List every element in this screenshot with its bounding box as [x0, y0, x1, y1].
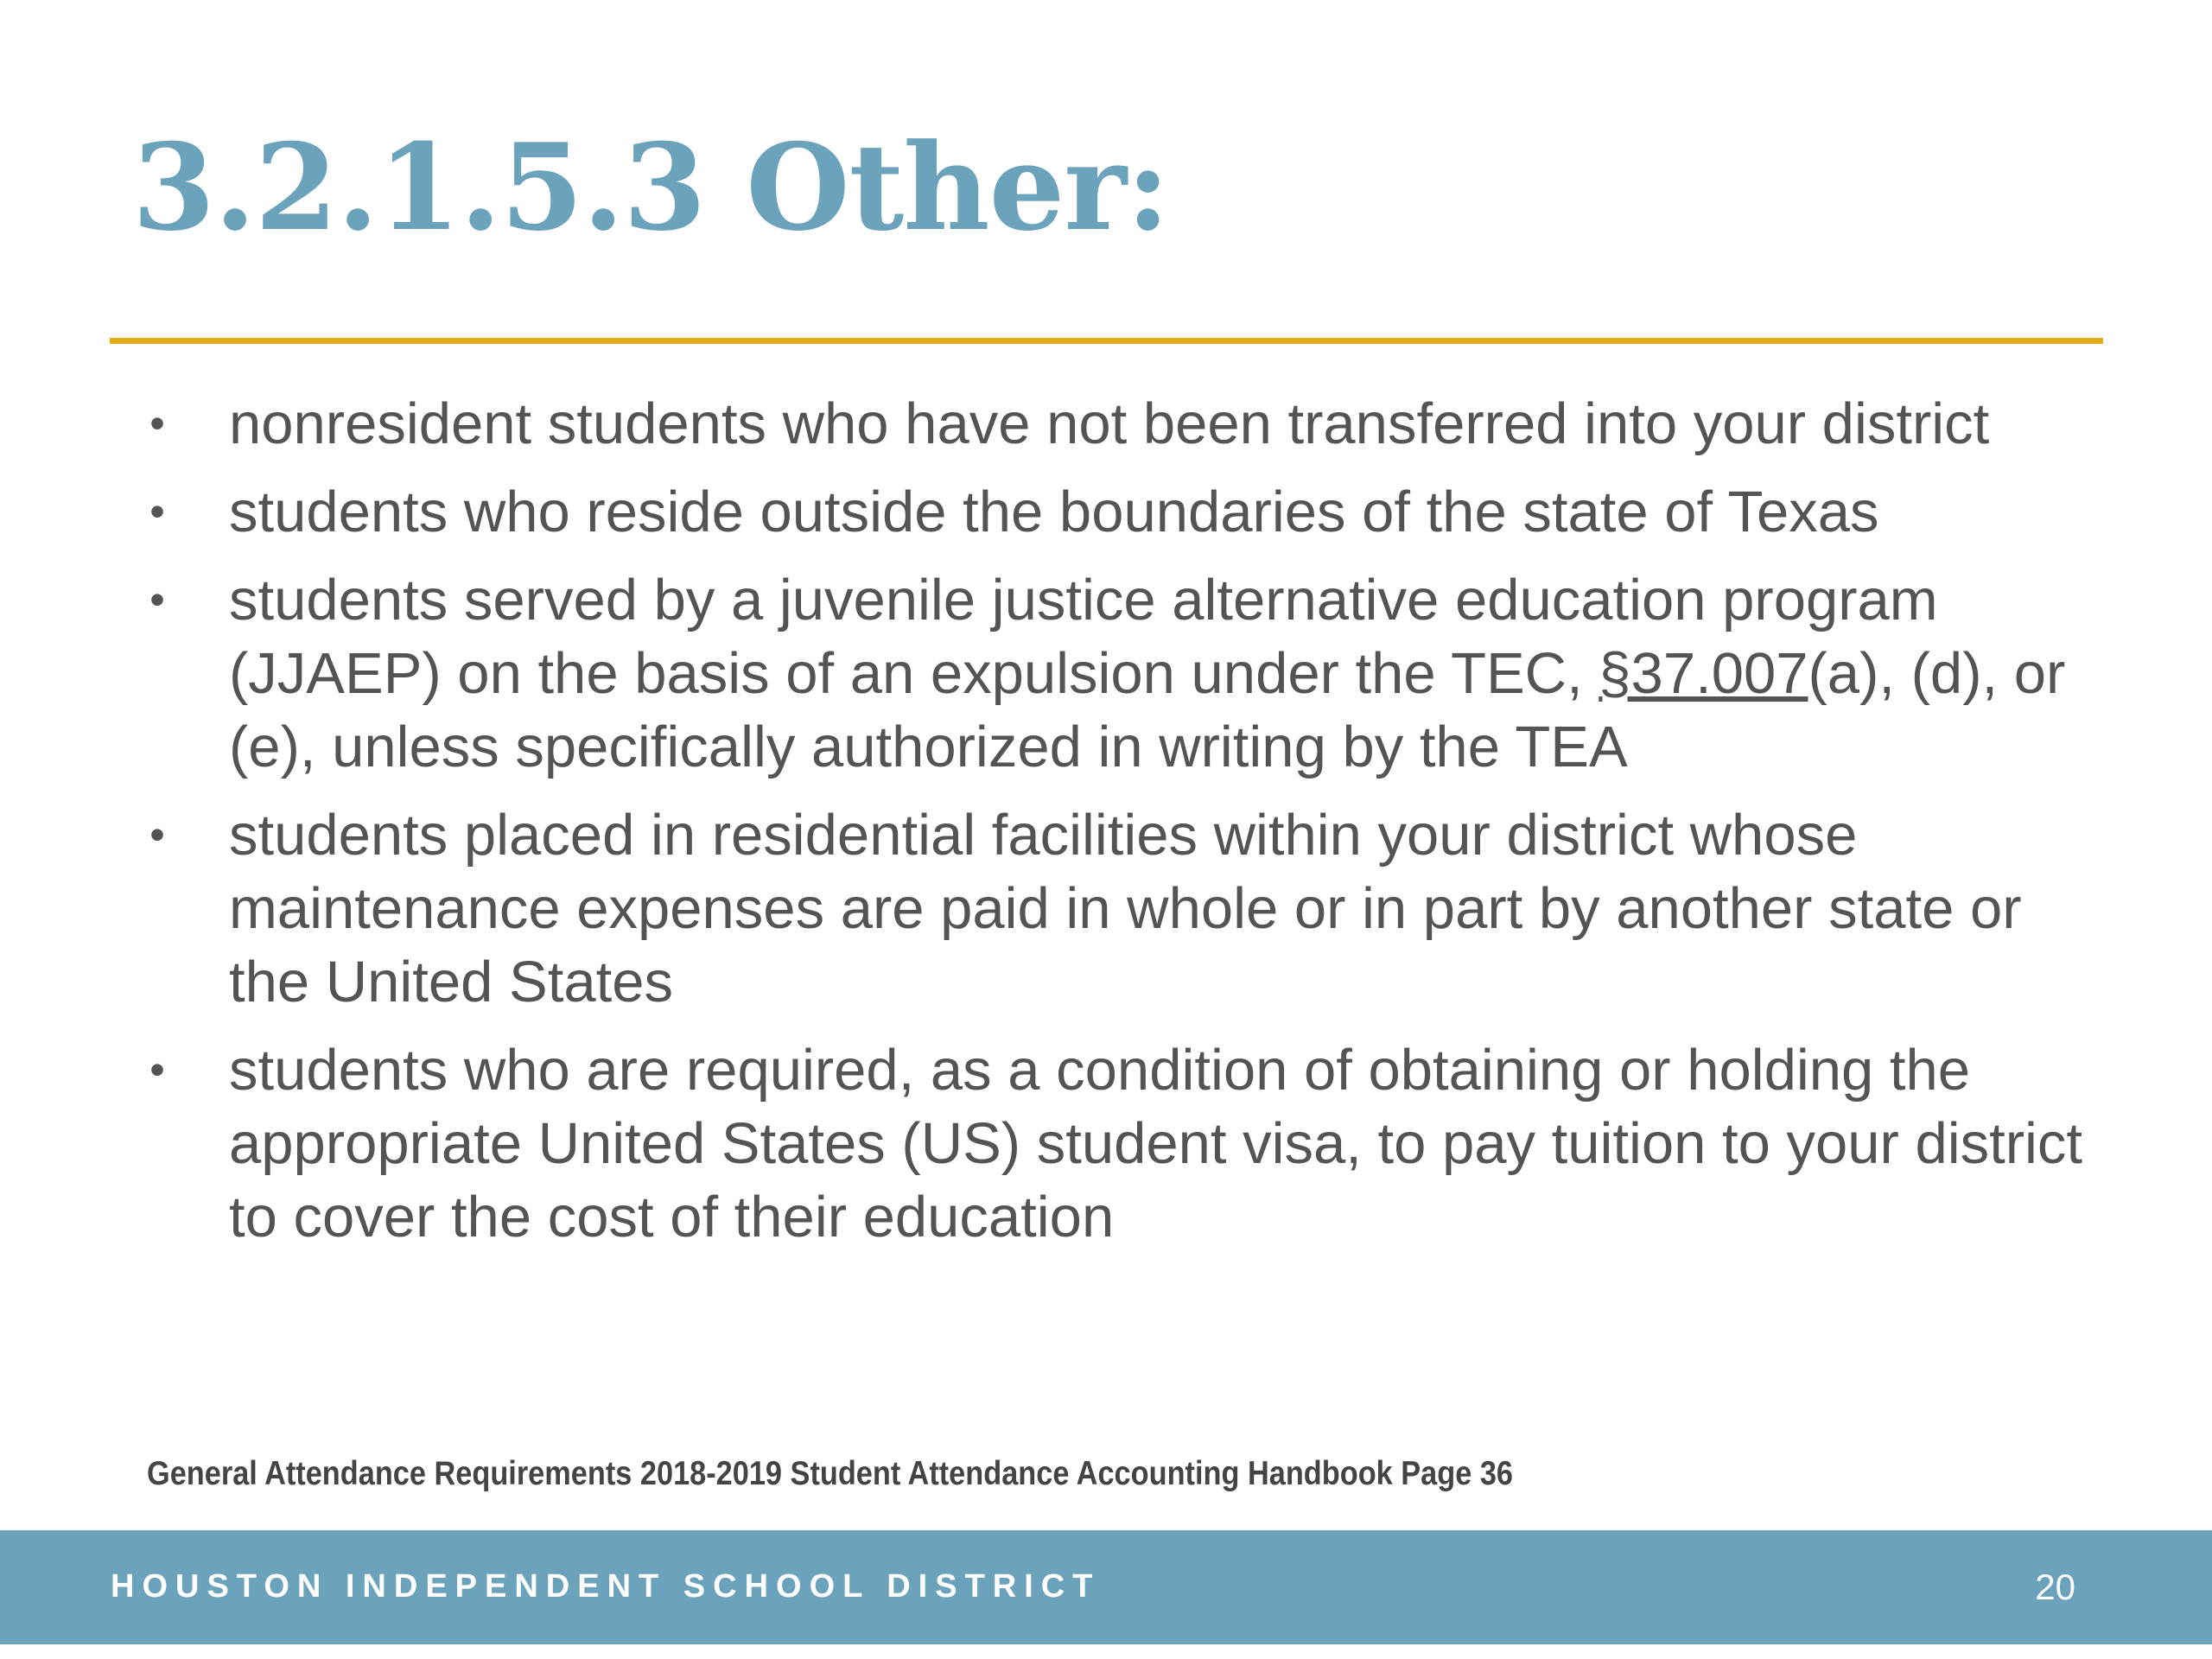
bullet-text: students placed in residential facilities within your district whose maintenance expenses are paid in whole or in part by another state or the United States: [229, 803, 2022, 1014]
organization-name: HOUSTON INDEPENDENT SCHOOL DISTRICT: [111, 1568, 1101, 1605]
bullet-text-continued: (a), (d), or (e), unless specifically authorized in writing by the TEA: [229, 641, 2066, 779]
page-number: 20: [2035, 1567, 2075, 1607]
bullet-text: nonresident students who have not been transferred into your district: [229, 391, 1990, 456]
bullet-icon: •: [149, 1046, 165, 1094]
list-item: [149, 387, 2113, 461]
statute-reference-link[interactable]: §37.007: [1599, 641, 1808, 706]
footer-bar: [0, 1530, 2212, 1644]
list-item: [149, 798, 2113, 1019]
list-item: [149, 563, 2113, 784]
bullet-list: [149, 387, 2113, 1268]
list-item: [149, 1033, 2113, 1254]
bullet-text: students who are required, as a condition of obtaining or holding the appropriate United States (US) student visa, to pay tuition to your district to cover the cost of their education: [229, 1038, 2083, 1249]
source-citation: General Attendance Requirements 2018-2019 Student Attendance Accounting Handbook Page 36: [147, 1455, 1514, 1492]
bullet-icon: •: [149, 810, 165, 859]
bullet-icon: •: [149, 399, 165, 448]
title-divider: [110, 338, 2103, 344]
bullet-text: students who reside outside the boundaries of the state of Texas: [229, 480, 1879, 544]
bullet-icon: •: [149, 487, 165, 536]
bullet-text: students served by a juvenile justice alternative education program (JJAEP) on the basis of an expulsion under the TEC,: [229, 568, 1938, 706]
slide-title: 3.2.1.5.3 Other:: [132, 117, 1170, 257]
bullet-icon: •: [149, 575, 165, 624]
list-item: [149, 475, 2113, 549]
